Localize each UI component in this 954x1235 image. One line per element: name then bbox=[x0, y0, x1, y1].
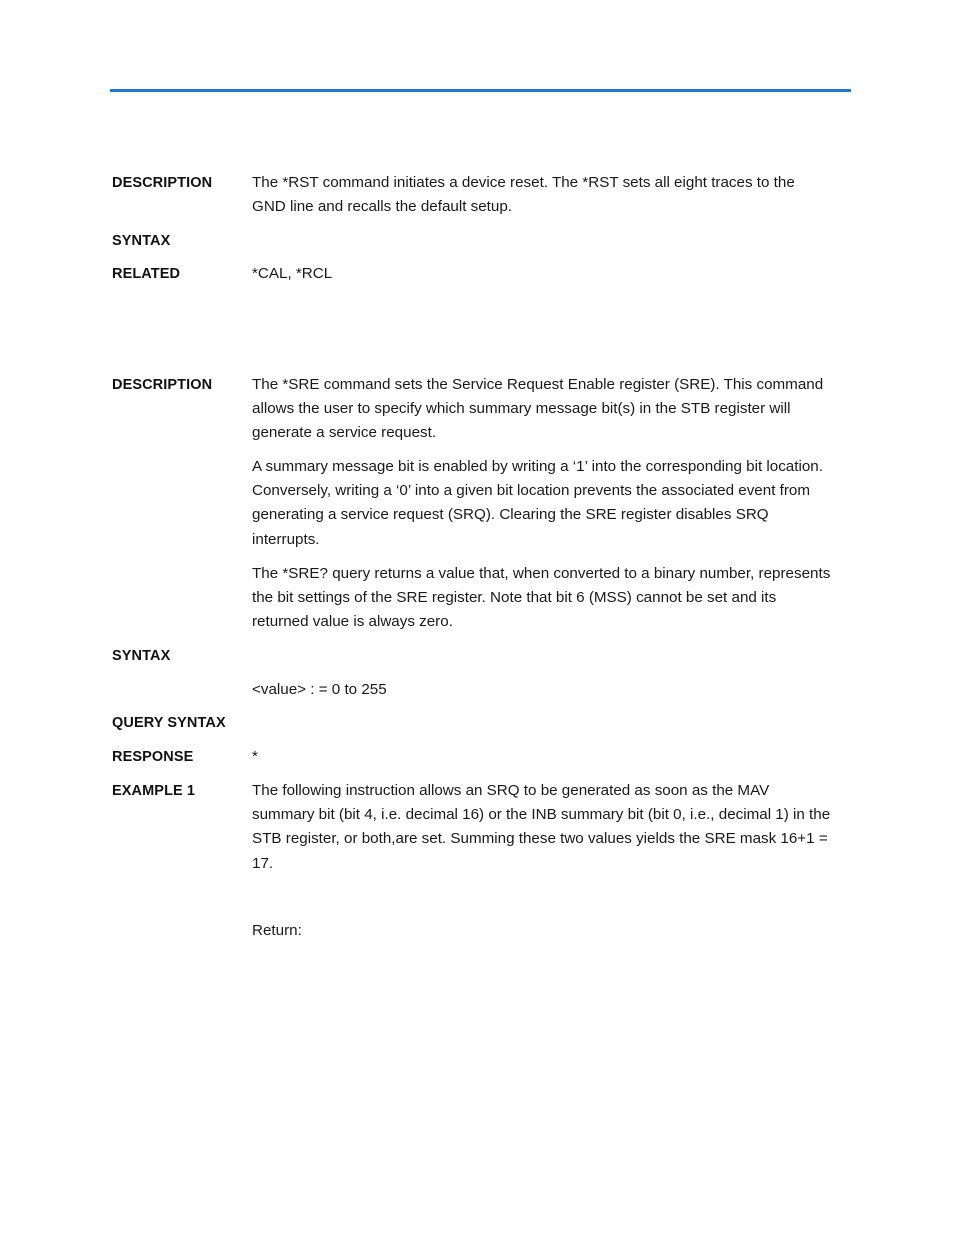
sre-description-paragraph-1: The *SRE command sets the Service Request Enable register (SRE). This command allows the user to specify which summary message bit(s) in the STB register will generate a service request. bbox=[252, 376, 824, 442]
sre-example-label: EXAMPLE 1 bbox=[112, 783, 196, 799]
rst-syntax-label: SYNTAX bbox=[112, 233, 171, 249]
sre-description-paragraph-3: The *SRE? query returns a value that, when converted to a binary number, represents the bit settings of the SRE register. Note that bit 6 (MSS) cannot be set and its returned value is always zero. bbox=[252, 565, 831, 631]
sre-description-label: DESCRIPTION bbox=[112, 377, 213, 393]
sre-example-text: The following instruction allows an SRQ to be generated as soon as the MAV summary bit (bit 4, i.e. decimal 16) or the INB summary bit (bit 0, i.e., decimal 1) in the STB register, or both,are set. Summing these two values yields the SRE mask 16+1 = 17. bbox=[252, 782, 831, 872]
rst-related-label: RELATED bbox=[112, 266, 181, 282]
sre-description-paragraph-2: A summary message bit is enabled by writing a ‘1’ into the corresponding bit location. Conversely, writing a ‘0’ into a given bit location prevents the associated event from generating a service request (SRQ). Clearing the SRE register disables SRQ interrupts. bbox=[252, 458, 823, 548]
rst-description-text: The *RST command initiates a device reset. The *RST sets all eight traces to the GND line and recalls the default setup. bbox=[252, 174, 795, 216]
sre-syntax-label: SYNTAX bbox=[112, 648, 171, 664]
rst-description-label: DESCRIPTION bbox=[112, 175, 213, 191]
sre-syntax-value-text: <value> : = 0 to 255 bbox=[252, 681, 387, 698]
sre-response-text: * bbox=[252, 748, 258, 765]
rst-related-text: *CAL, *RCL bbox=[252, 265, 333, 282]
header-rule bbox=[110, 89, 851, 92]
sre-return-text: Return: bbox=[252, 922, 302, 939]
sre-query-syntax-label: QUERY SYNTAX bbox=[112, 715, 226, 731]
sre-response-label: RESPONSE bbox=[112, 749, 194, 765]
